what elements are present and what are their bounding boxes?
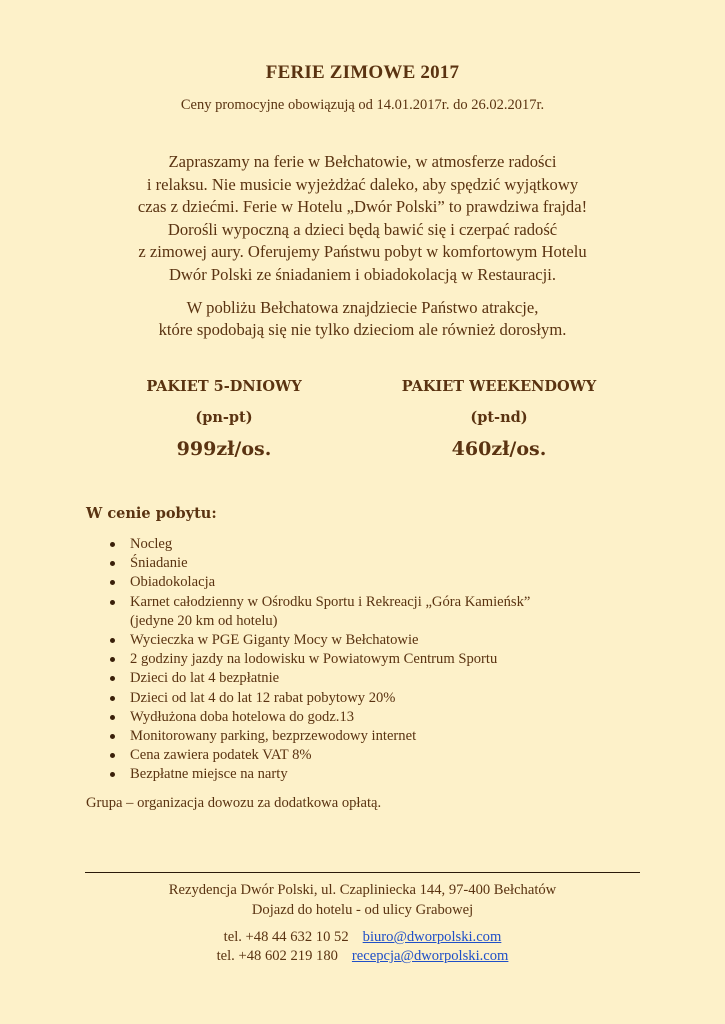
list-item [108, 554, 668, 573]
intro-line: z zimowej aury. Oferujemy Państwu pobyt w komfortowym Hotelu [138, 242, 587, 262]
intro-line: Zapraszamy na ferie w Bełchatowie, w atmosferze radości [168, 152, 557, 171]
footer-directions: Dojazd do hotelu - od ulicy Grabowej [251, 902, 474, 918]
intro-line: Dwór Polski ze śniadaniem i obiadokolacją w Restauracji. [168, 264, 557, 284]
list-item-label: Obiadokolacja [130, 574, 216, 591]
package-price: 999zł/os. [176, 438, 272, 460]
list-item [108, 669, 668, 688]
intro-text [60, 151, 665, 342]
list-item [108, 689, 668, 708]
list-item-label: Bezpłatne miejsce na narty [130, 766, 288, 783]
email-link[interactable]: biuro@dworpolski.com [362, 929, 502, 945]
included-list [108, 535, 668, 785]
list-item [108, 708, 668, 727]
list-item-label: Dzieci od lat 4 do lat 12 rabat pobytowy 20% [130, 689, 396, 706]
list-item-label: Dzieci do lat 4 bezpłatnie [130, 670, 280, 687]
footer-address: Rezydencja Dwór Polski, ul. Czapliniecka 144, 97-400 Bełchatów [168, 882, 557, 898]
package-days: (pn-pt) [195, 409, 253, 426]
email-link[interactable]: recepcja@dworpolski.com [351, 948, 509, 964]
intro-paragraph-1 [60, 151, 665, 287]
list-item [108, 746, 668, 765]
list-item [108, 727, 668, 746]
footer-contact-2 [0, 948, 725, 965]
intro-line: które spodobają się nie tylko dzieciom ale również dorosłym. [158, 320, 567, 340]
list-item-label: Karnet całodzienny w Ośrodku Sportu i Rekreacji „Góra Kamieńsk” [130, 593, 531, 610]
package-price: 460zł/os. [451, 438, 547, 460]
list-item [108, 573, 668, 592]
intro-line: W pobliżu Bełchatowa znajdziecie Państwo atrakcje, [186, 297, 539, 317]
list-item [108, 535, 668, 554]
list-item [108, 593, 668, 631]
list-item-label: 2 godziny jazdy na lodowisku w Powiatowym Centrum Sportu [130, 651, 498, 668]
package-name: PAKIET 5-DNIOWY [146, 378, 302, 395]
intro-line: Dorośli wypoczną a dzieci będą bawić się i czerpać radość [167, 219, 558, 239]
list-item-label-cont: (jedyne 20 km od hotelu) [130, 612, 278, 629]
phone-number: tel. +48 44 632 10 52 [223, 929, 349, 945]
list-item-label: Wydłużona doba hotelowa do godz.13 [130, 708, 355, 725]
group-note: Grupa – organizacja dowozu za dodatkowa opłatą. [86, 795, 382, 811]
package-name: PAKIET WEEKENDOWY [401, 378, 597, 395]
footer-contact-1 [0, 929, 725, 946]
intro-line: i relaksu. Nie musicie wyjeżdżać daleko, aby spędzić wyjątkowy [146, 174, 579, 194]
phone-number: tel. +48 602 219 180 [216, 948, 338, 964]
promo-dates: Ceny promocyjne obowiązują od 14.01.2017r. do 26.02.2017r. [180, 97, 545, 113]
included-heading: W cenie pobytu: [86, 505, 217, 522]
intro-paragraph-2 [60, 297, 665, 342]
list-item [108, 650, 668, 669]
list-item [108, 765, 668, 784]
package-days: (pt-nd) [470, 409, 528, 426]
page-title: FERIE ZIMOWE 2017 [265, 62, 460, 83]
package-weekend [349, 376, 649, 463]
list-item-label: Monitorowany parking, bezprzewodowy internet [130, 728, 417, 745]
footer-divider [85, 872, 640, 873]
package-5-day [74, 376, 374, 463]
list-item-label: Śniadanie [130, 555, 188, 572]
list-item-label: Nocleg [130, 536, 173, 552]
list-item-label: Wycieczka w PGE Giganty Mocy w Bełchatowie [130, 632, 419, 649]
list-item [108, 631, 668, 650]
intro-line: czas z dziećmi. Ferie w Hotelu „Dwór Polski” to prawdziwa frajda! [137, 197, 588, 217]
list-item-label: Cena zawiera podatek VAT 8% [130, 747, 312, 764]
